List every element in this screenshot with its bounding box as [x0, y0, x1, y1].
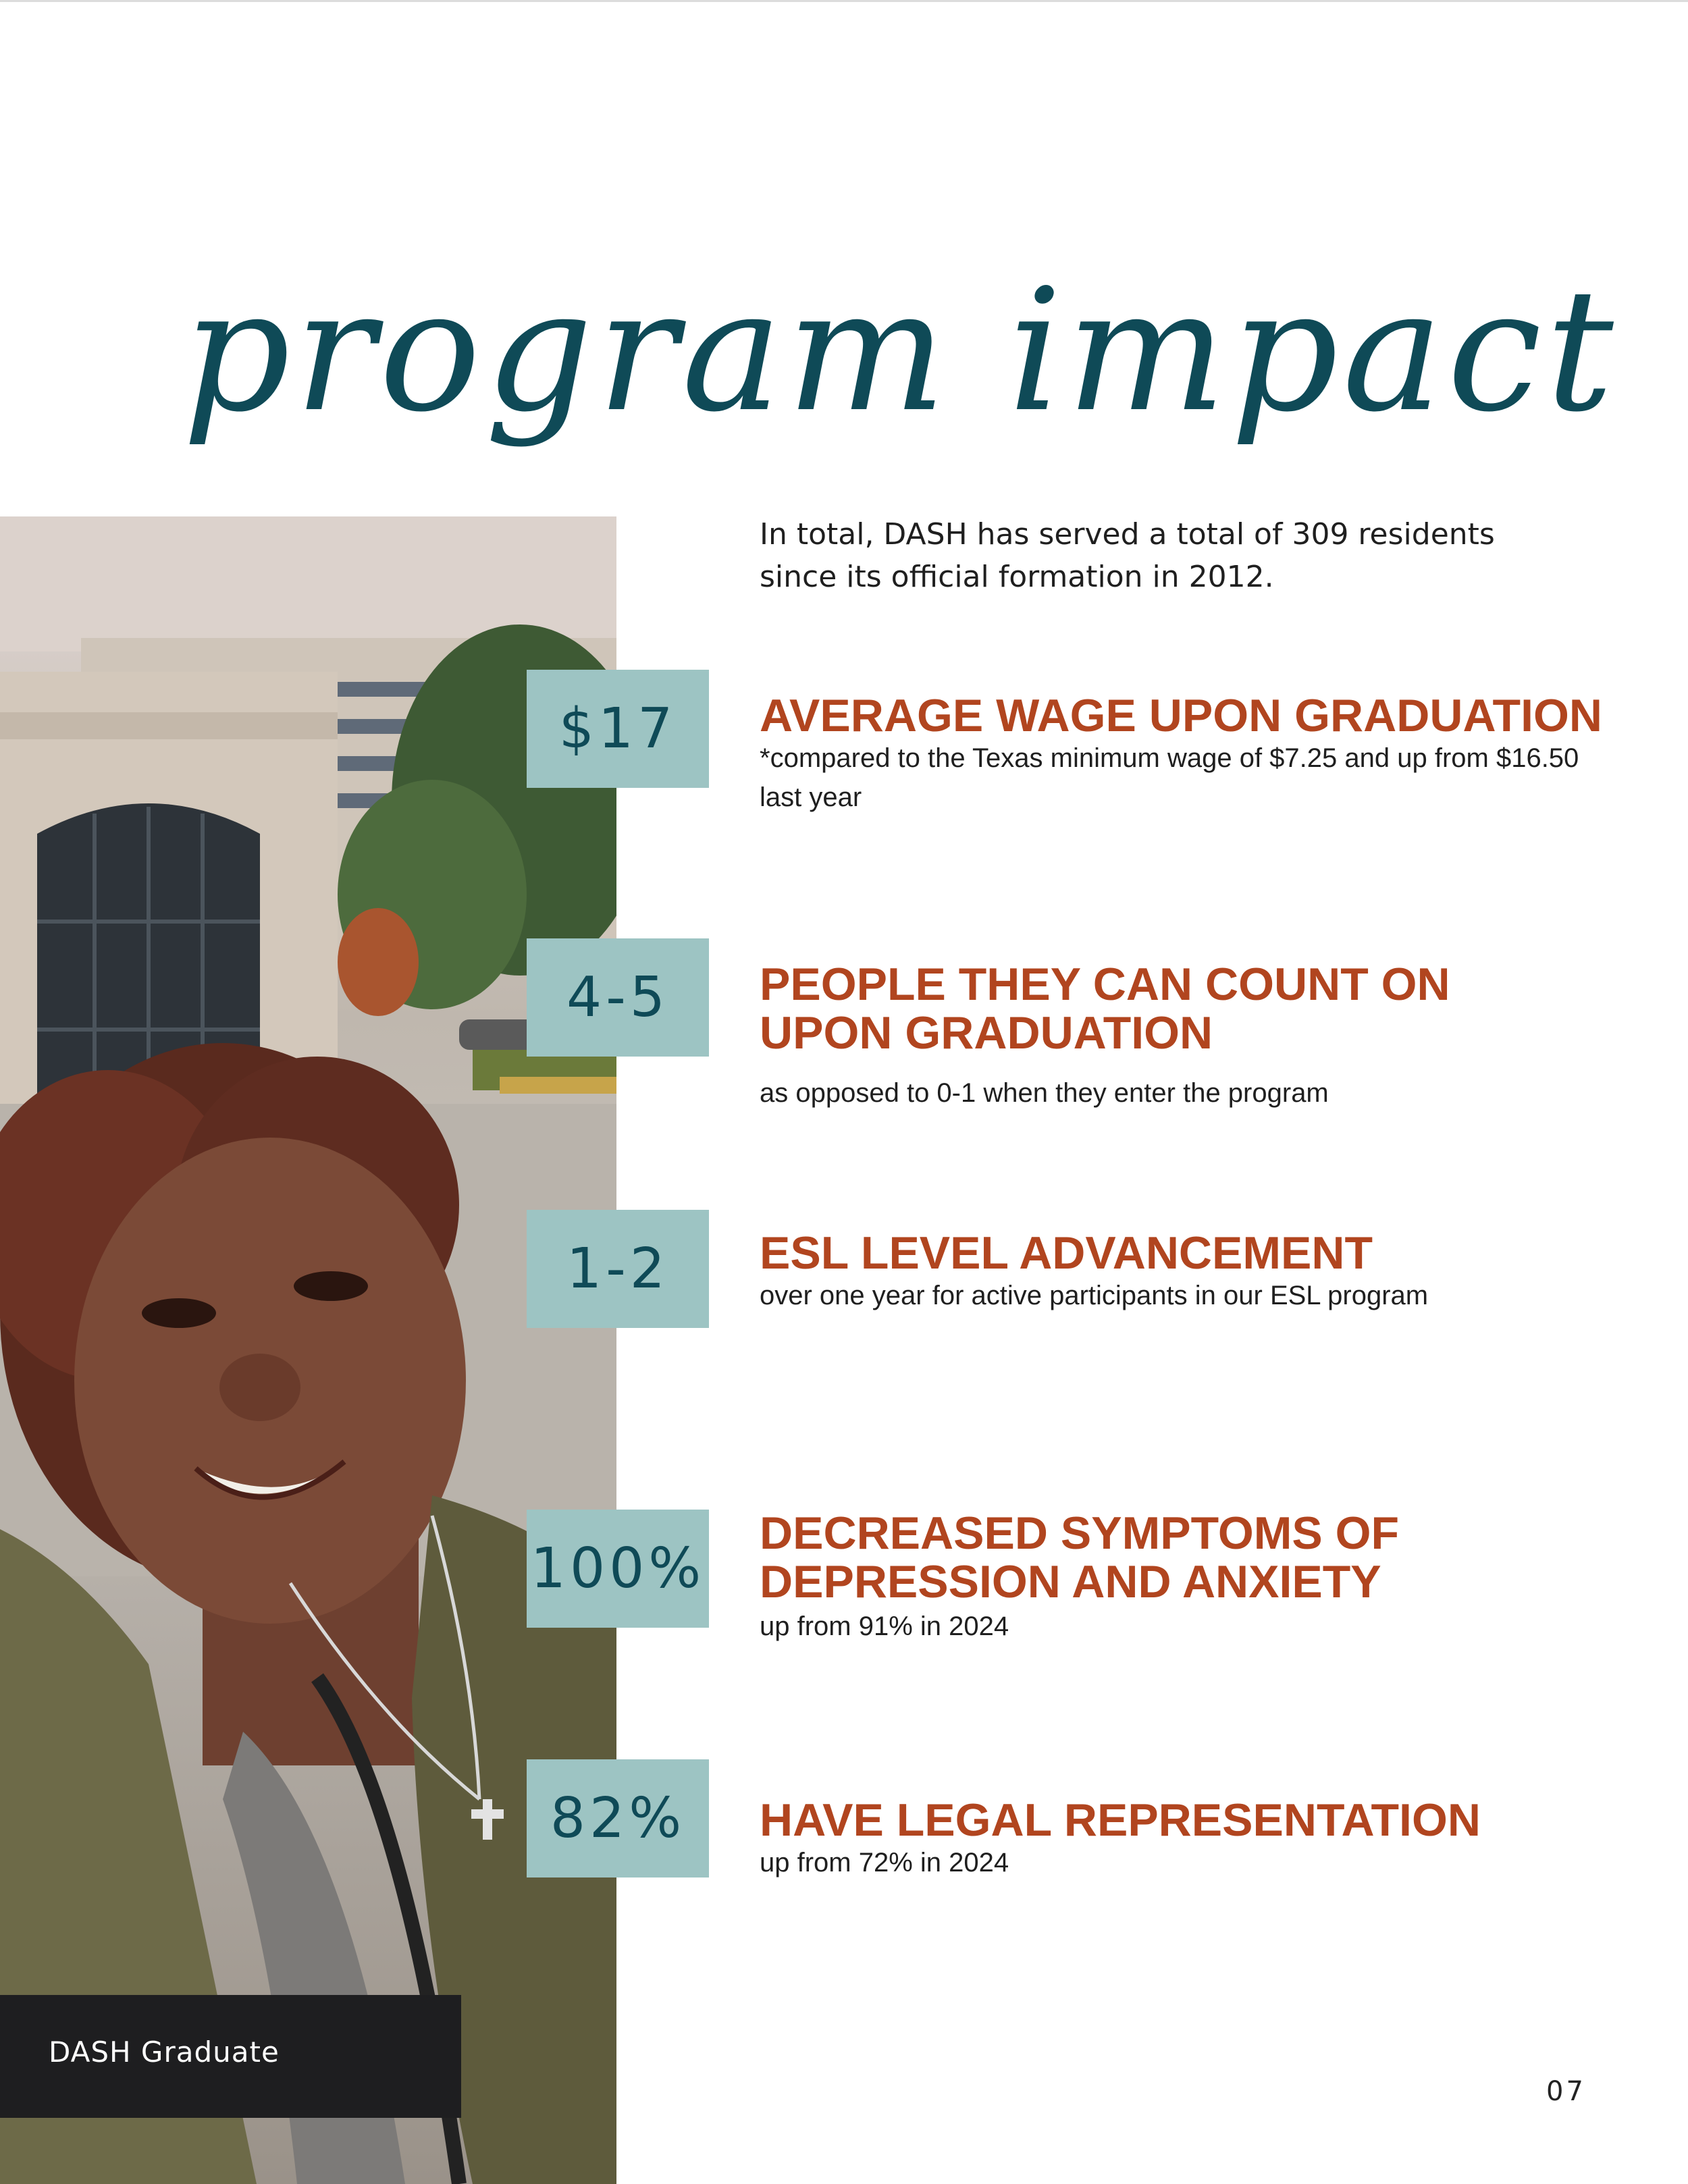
stat-heading-esl: ESL LEVEL ADVANCEMENT	[760, 1227, 1373, 1279]
stat-value-mental-health: 100%	[527, 1510, 709, 1628]
graduate-photo-illustration	[0, 516, 616, 2184]
page-title: program impact	[182, 252, 1618, 449]
photo-caption-text: DASH Graduate	[49, 2035, 280, 2069]
stat-value-legal: 82%	[527, 1759, 709, 1877]
stat-note-wage: *compared to the Texas minimum wage of $7.25 and up from $16.50 last year	[760, 743, 1579, 812]
top-rule	[0, 0, 1688, 2]
stat-heading-legal: HAVE LEGAL REPRESENTATION	[760, 1794, 1481, 1846]
stat-note-legal: up from 72% in 2024	[760, 1848, 1009, 1877]
stat-heading-wage: AVERAGE WAGE UPON GRADUATION	[760, 690, 1602, 741]
graduate-photo	[0, 516, 616, 2184]
stat-heading-support: PEOPLE THEY CAN COUNT ON UPON GRADUATION	[760, 959, 1450, 1059]
stat-value-wage: $17	[527, 670, 709, 788]
stat-value-esl: 1-2	[527, 1210, 709, 1328]
photo-caption	[0, 1995, 461, 2118]
intro-text: In total, DASH has served a total of 309 residents since its official formation in 2012.	[760, 517, 1495, 594]
stat-heading-mental-health: DECREASED SYMPTOMS OF DEPRESSION AND ANXIETY	[760, 1508, 1400, 1607]
stat-note-support: as opposed to 0-1 when they enter the program	[760, 1078, 1329, 1108]
stat-note-mental-health: up from 91% in 2024	[760, 1612, 1009, 1641]
page-number: 07	[1546, 2076, 1586, 2107]
stat-note-esl: over one year for active participants in our ESL program	[760, 1281, 1429, 1310]
stat-value-support: 4-5	[527, 938, 709, 1057]
